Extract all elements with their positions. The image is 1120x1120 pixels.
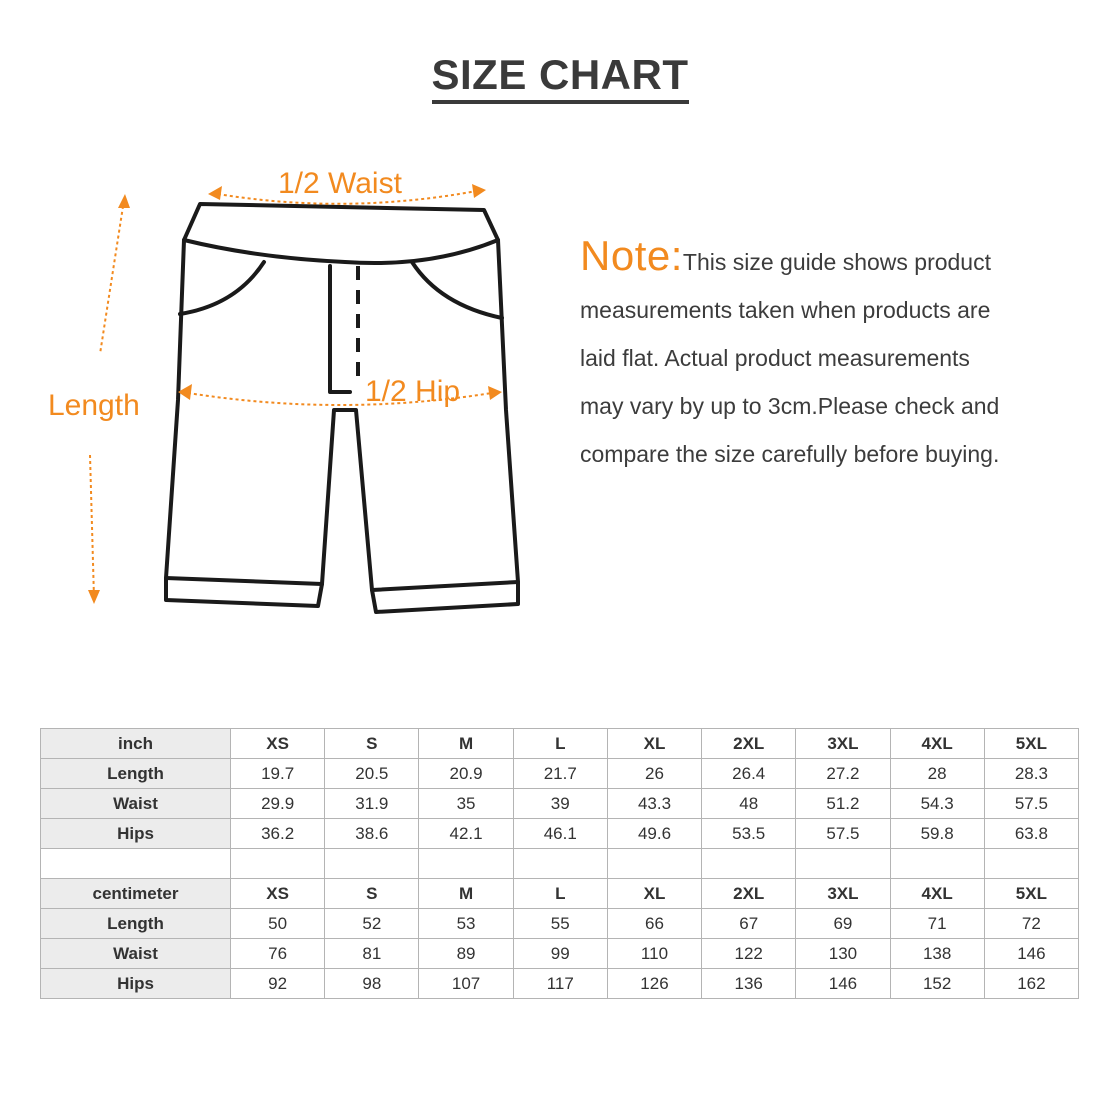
table-cell: 26 [607, 759, 701, 789]
length-label: Length [48, 389, 140, 422]
table-cell: 152 [890, 969, 984, 999]
inch-header-row [41, 729, 1079, 759]
left-cuff [166, 578, 322, 584]
size-header: 5XL [984, 729, 1078, 759]
length-arrow-bottom [88, 590, 100, 604]
right-pocket [412, 262, 502, 318]
empty-cell [513, 849, 607, 879]
row-label: Length [41, 909, 231, 939]
table-cell: 35 [419, 789, 513, 819]
table-cell: 122 [702, 939, 796, 969]
table-cell: 19.7 [231, 759, 325, 789]
unit-cell: inch [41, 729, 231, 759]
table-cell: 69 [796, 909, 890, 939]
table-cell: 126 [607, 969, 701, 999]
table-cell: 136 [702, 969, 796, 999]
table-cell: 53.5 [702, 819, 796, 849]
empty-cell [607, 849, 701, 879]
table-cell: 36.2 [231, 819, 325, 849]
table-cell: 20.9 [419, 759, 513, 789]
table-cell: 43.3 [607, 789, 701, 819]
table-cell: 29.9 [231, 789, 325, 819]
size-header: L [513, 879, 607, 909]
table-cell: 71 [890, 909, 984, 939]
table-cell: 72 [984, 909, 1078, 939]
row-label: Hips [41, 969, 231, 999]
table-cell: 50 [231, 909, 325, 939]
row-label: Waist [41, 789, 231, 819]
size-header: 3XL [796, 729, 890, 759]
length-arrow-top [118, 194, 130, 208]
size-header: 4XL [890, 729, 984, 759]
right-cuff [372, 582, 518, 590]
hip-arrow-right [488, 386, 502, 400]
table-cell: 146 [796, 969, 890, 999]
table-cell: 28.3 [984, 759, 1078, 789]
table-cell: 28 [890, 759, 984, 789]
left-pocket [180, 262, 264, 314]
table-cell: 39 [513, 789, 607, 819]
row-label: Waist [41, 939, 231, 969]
table-cell: 57.5 [796, 819, 890, 849]
note-line: laid flat. Actual product measurements [580, 345, 970, 371]
table-cell: 76 [231, 939, 325, 969]
size-header: M [419, 879, 513, 909]
spacer-row [41, 849, 1079, 879]
table-row [41, 759, 1079, 789]
table-cell: 38.6 [325, 819, 419, 849]
empty-cell [41, 849, 231, 879]
table-cell: 53 [419, 909, 513, 939]
table-cell: 52 [325, 909, 419, 939]
table-row [41, 789, 1079, 819]
note-line: may vary by up to 3cm.Please check and [580, 393, 1000, 419]
table-cell: 81 [325, 939, 419, 969]
table-cell: 26.4 [702, 759, 796, 789]
length-guide-top [100, 200, 124, 354]
table-cell: 66 [607, 909, 701, 939]
hip-label: 1/2 Hip [365, 375, 461, 408]
note-line: measurements taken when products are [580, 297, 991, 323]
table-cell: 110 [607, 939, 701, 969]
table-cell: 98 [325, 969, 419, 999]
empty-cell [419, 849, 513, 879]
table-cell: 89 [419, 939, 513, 969]
empty-cell [890, 849, 984, 879]
size-header: XS [231, 729, 325, 759]
note-line: This size guide shows product [682, 249, 991, 275]
size-header: 4XL [890, 879, 984, 909]
shorts-diagram [0, 150, 560, 630]
size-header: L [513, 729, 607, 759]
table-cell: 54.3 [890, 789, 984, 819]
length-guide-bottom [90, 455, 94, 598]
table-cell: 57.5 [984, 789, 1078, 819]
empty-cell [325, 849, 419, 879]
table-cell: 59.8 [890, 819, 984, 849]
table-cell: 92 [231, 969, 325, 999]
note-line: compare the size carefully before buying. [580, 441, 1000, 467]
table-cell: 146 [984, 939, 1078, 969]
table-cell: 117 [513, 969, 607, 999]
size-header: XS [231, 879, 325, 909]
empty-cell [231, 849, 325, 879]
size-header: 3XL [796, 879, 890, 909]
table-cell: 46.1 [513, 819, 607, 849]
shorts-body [166, 240, 518, 612]
table-cell: 51.2 [796, 789, 890, 819]
unit-cell: centimeter [41, 879, 231, 909]
empty-cell [702, 849, 796, 879]
size-header: 2XL [702, 729, 796, 759]
row-label: Hips [41, 819, 231, 849]
size-header: 2XL [702, 879, 796, 909]
table-cell: 20.5 [325, 759, 419, 789]
size-header: XL [607, 729, 701, 759]
note-block [580, 232, 1100, 478]
table-cell: 138 [890, 939, 984, 969]
empty-cell [796, 849, 890, 879]
table-row [41, 939, 1079, 969]
table-cell: 21.7 [513, 759, 607, 789]
note-heading: Note: [580, 232, 683, 279]
size-header: XL [607, 879, 701, 909]
empty-cell [984, 849, 1078, 879]
waist-arrow-right [472, 184, 486, 198]
size-header: S [325, 879, 419, 909]
table-cell: 130 [796, 939, 890, 969]
table-cell: 99 [513, 939, 607, 969]
table-cell: 48 [702, 789, 796, 819]
waist-label: 1/2 Waist [278, 167, 402, 200]
table-row [41, 819, 1079, 849]
table-cell: 107 [419, 969, 513, 999]
table-cell: 162 [984, 969, 1078, 999]
table-cell: 55 [513, 909, 607, 939]
table-cell: 49.6 [607, 819, 701, 849]
size-header: 5XL [984, 879, 1078, 909]
size-header: S [325, 729, 419, 759]
page-title: SIZE CHART [432, 52, 689, 104]
size-header: M [419, 729, 513, 759]
table-cell: 42.1 [419, 819, 513, 849]
table-row [41, 969, 1079, 999]
page-title-wrap [0, 52, 1120, 104]
table-cell: 31.9 [325, 789, 419, 819]
fly-outline [330, 266, 350, 392]
table-cell: 27.2 [796, 759, 890, 789]
cm-header-row [41, 879, 1079, 909]
size-table [40, 728, 1079, 999]
table-cell: 63.8 [984, 819, 1078, 849]
table-row [41, 909, 1079, 939]
row-label: Length [41, 759, 231, 789]
waist-arrow-left [208, 186, 222, 200]
table-cell: 67 [702, 909, 796, 939]
waistband [184, 204, 498, 263]
